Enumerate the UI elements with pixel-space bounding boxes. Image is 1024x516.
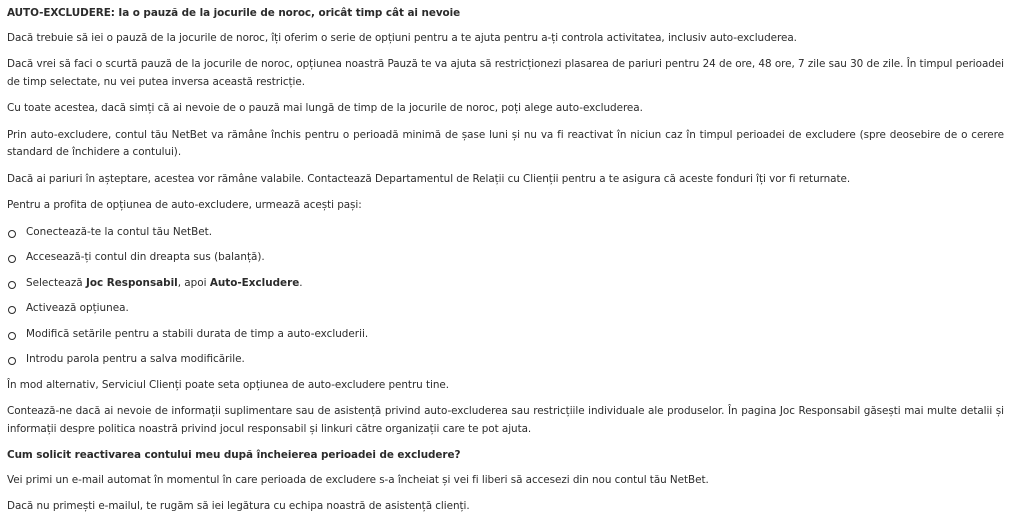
steps-intro: Pentru a profita de opțiunea de auto-excludere, urmează acești pași: xyxy=(7,199,362,211)
step-text: Conectează-te la contul tău NetBet. xyxy=(26,225,213,238)
circle-bullet-icon xyxy=(8,230,16,238)
circle-bullet-icon xyxy=(8,306,16,314)
circle-bullet-icon xyxy=(8,281,16,289)
self-exclusion-label: Auto-Excludere xyxy=(209,276,300,289)
step-text-mid: , apoi xyxy=(177,276,210,289)
account-closure-paragraph: Prin auto-excludere, contul tău NetBet va rămâne închis pentru o perioadă minimă de șase luni și nu va fi reactivat în niciun caz în timpul perioadei de excludere (spre deosebire de o cerere standard de închidere a contului). xyxy=(7,128,1004,158)
list-item xyxy=(7,224,1004,242)
pending-bets-paragraph: Dacă ai pariuri în așteptare, acestea vor rămâne valabile. Contactează Departamentul de Relații cu Clienții pentru a te asigura că aceste fonduri îți vor fi returnate. xyxy=(7,172,851,185)
longer-break-paragraph: Cu toate acestea, dacă simți că ai nevoie de o pauză mai lungă de timp de la jocurile de noroc, poți alege auto-excluderea. xyxy=(7,102,643,114)
intro-paragraph: Dacă trebuie să iei o pauză de la jocurile de noroc, îți oferim o serie de opțiuni pentru a te ajuta pentru a-ți controla activitatea, inclusiv auto-excluderea. xyxy=(7,31,797,44)
step-text xyxy=(26,275,303,293)
circle-bullet-icon xyxy=(8,357,16,365)
faq-answer: Vei primi un e-mail automat în momentul în care perioada de excludere s-a încheiat și vei fi liberi să accesezi din nou contul tău NetBet. xyxy=(7,473,709,486)
step-text: Activează opțiunea. xyxy=(26,302,129,314)
alternative-paragraph: În mod alternativ, Serviciul Clienți poate seta opțiunea de auto-excludere pentru tine. xyxy=(7,378,449,391)
short-break-paragraph: Dacă vrei să faci o scurtă pauză de la jocurile de noroc, opțiunea noastră Pauză te va ajuta să restricționezi plasarea de pariuri pentru 24 de ore, 48 ore, 7 zile sau 30 de zile. În timpul perioadei de timp selectate, nu vei putea inversa această restricție. xyxy=(7,58,1004,88)
list-item xyxy=(7,275,1004,293)
step-text-post: . xyxy=(299,276,303,289)
responsible-gaming-label: Joc Responsabil xyxy=(85,276,178,289)
step-text-pre: Selectează xyxy=(26,276,86,289)
no-email-paragraph: Dacă nu primești e-mailul, te rugăm să iei legătura cu echipa noastră de asistență clienți. xyxy=(7,500,470,512)
contact-paragraph: Contează-ne dacă ai nevoie de informații suplimentare sau de asistență privind auto-excluderea sau restricțiile individuale ale produselor. În pagina Joc Responsabil găsești mai multe detalii și informații despre politica noastră privind jocul responsabil și linkuri către organizații care te pot ajuta. xyxy=(7,405,1004,435)
list-item xyxy=(7,326,1004,344)
circle-bullet-icon xyxy=(8,255,16,263)
faq-question: Cum solicit reactivarea contului meu după încheierea perioadei de excludere? xyxy=(7,449,461,461)
step-text: Accesează-ți contul din dreapta sus (balanță). xyxy=(26,251,265,263)
step-text: Modifică setările pentru a stabili durata de timp a auto-excluderii. xyxy=(26,327,369,340)
list-item xyxy=(7,351,1004,369)
step-text: Introdu parola pentru a salva modificările. xyxy=(26,353,245,365)
circle-bullet-icon xyxy=(8,332,16,340)
article-heading: AUTO-EXCLUDERE: Ia o pauză de la jocurile de noroc, oricât timp cât ai nevoie xyxy=(7,7,461,19)
steps-list xyxy=(7,224,1004,369)
list-item xyxy=(7,249,1004,267)
list-item xyxy=(7,300,1004,318)
